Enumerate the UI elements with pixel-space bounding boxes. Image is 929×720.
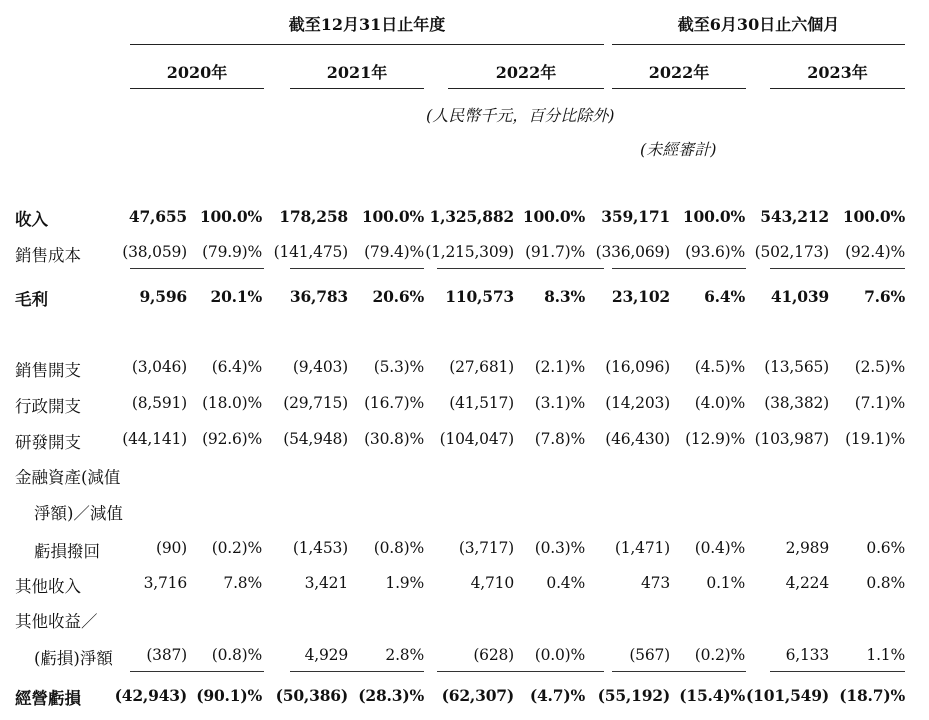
amount-cell: (50,386) xyxy=(275,686,348,705)
percent-cell: (91.7)% xyxy=(525,243,585,261)
amount-cell: (3,046) xyxy=(131,358,187,376)
percent-cell: (18.0)% xyxy=(202,394,262,412)
row-label-other-income: 其他收入 xyxy=(15,577,81,596)
amount-cell: (46,430) xyxy=(605,430,670,448)
percent-cell: (90.1)% xyxy=(196,686,262,705)
row-label-other-gains-line1: 其他收益／ xyxy=(15,612,98,631)
percent-cell: (0.3)% xyxy=(534,539,585,557)
amount-cell: 41,039 xyxy=(770,287,829,306)
amount-cell: (42,943) xyxy=(114,686,187,705)
year-header: 2020年 xyxy=(166,63,228,82)
group-header-annual: 截至12月31日止年度 xyxy=(288,15,446,34)
percent-cell: (0.2)% xyxy=(211,539,262,557)
amount-cell: (101,549) xyxy=(746,686,829,705)
group-header-interim: 截至6月30日止六個月 xyxy=(677,15,840,34)
row-label-cost-of-sales: 銷售成本 xyxy=(15,246,81,265)
amount-cell: 543,212 xyxy=(760,207,829,226)
row-label-other-gains-line2: (虧損)淨額 xyxy=(34,649,113,668)
amount-cell: 6,133 xyxy=(785,646,829,664)
row-label-rd-expenses: 研發開支 xyxy=(15,433,81,452)
percent-cell: (6.4)% xyxy=(211,358,262,376)
percent-cell: (0.2)% xyxy=(694,646,745,664)
amount-cell: (27,681) xyxy=(449,358,514,376)
percent-cell: 0.4% xyxy=(546,574,585,592)
row-label-admin-expenses: 行政開支 xyxy=(15,397,81,416)
amount-cell: 2,989 xyxy=(785,539,829,557)
subtotal-rule xyxy=(130,671,264,672)
amount-cell: (336,069) xyxy=(595,243,670,261)
percent-cell: (79.9)% xyxy=(202,243,262,261)
amount-cell: (90) xyxy=(155,539,187,557)
row-label-operating-loss: 經營虧損 xyxy=(15,689,81,708)
subtotal-rule xyxy=(437,671,604,672)
percent-cell: (4.5)% xyxy=(694,358,745,376)
percent-cell: (7.1)% xyxy=(854,394,905,412)
amount-cell: 359,171 xyxy=(601,207,670,226)
percent-cell: 1.1% xyxy=(866,646,905,664)
amount-cell: (16,096) xyxy=(605,358,670,376)
amount-cell: (628) xyxy=(473,646,514,664)
divider xyxy=(290,88,424,89)
amount-cell: (9,403) xyxy=(292,358,348,376)
amount-cell: 36,783 xyxy=(289,287,348,306)
subtotal-rule xyxy=(290,671,424,672)
year-header: 2022年 xyxy=(648,63,710,82)
percent-cell: 6.4% xyxy=(704,287,745,306)
percent-cell: (0.0)% xyxy=(534,646,585,664)
percent-cell: 0.6% xyxy=(866,539,905,557)
percent-cell: 7.6% xyxy=(864,287,905,306)
percent-cell: 20.1% xyxy=(210,287,262,306)
amount-cell: (387) xyxy=(146,646,187,664)
year-header: 2023年 xyxy=(807,63,868,82)
row-label-selling-expenses: 銷售開支 xyxy=(15,361,81,380)
currency-note: (人民幣千元，百分比除外) xyxy=(426,106,615,125)
divider xyxy=(770,88,905,89)
amount-cell: (1,215,309) xyxy=(425,243,514,261)
amount-cell: (62,307) xyxy=(441,686,514,705)
row-label-impairment-line3: 虧損撥回 xyxy=(34,542,100,561)
percent-cell: (0.4)% xyxy=(694,539,745,557)
percent-cell: 100.0% xyxy=(361,207,424,226)
percent-cell: 1.9% xyxy=(385,574,424,592)
percent-cell: (0.8)% xyxy=(211,646,262,664)
amount-cell: (502,173) xyxy=(754,243,829,261)
amount-cell: 110,573 xyxy=(445,287,514,306)
amount-cell: (29,715) xyxy=(283,394,348,412)
amount-cell: (38,059) xyxy=(122,243,187,261)
unaudited-note: (未經審計) xyxy=(640,140,717,159)
divider xyxy=(130,88,264,89)
amount-cell: (3,717) xyxy=(458,539,514,557)
amount-cell: 3,421 xyxy=(304,574,348,592)
amount-cell: 47,655 xyxy=(128,207,187,226)
amount-cell: 4,929 xyxy=(304,646,348,664)
amount-cell: 4,710 xyxy=(470,574,514,592)
year-header: 2022年 xyxy=(495,63,557,82)
percent-cell: (28.3)% xyxy=(358,686,424,705)
percent-cell: (79.4)% xyxy=(364,243,424,261)
percent-cell: (18.7)% xyxy=(839,686,905,705)
amount-cell: (13,565) xyxy=(764,358,829,376)
percent-cell: (12.9)% xyxy=(685,430,745,448)
amount-cell: (54,948) xyxy=(283,430,348,448)
amount-cell: 4,224 xyxy=(785,574,829,592)
percent-cell: (4.0)% xyxy=(694,394,745,412)
amount-cell: (38,382) xyxy=(764,394,829,412)
percent-cell: (30.8)% xyxy=(364,430,424,448)
amount-cell: (1,471) xyxy=(614,539,670,557)
amount-cell: (1,453) xyxy=(292,539,348,557)
percent-cell: (0.8)% xyxy=(373,539,424,557)
amount-cell: (14,203) xyxy=(605,394,670,412)
amount-cell: (103,987) xyxy=(754,430,829,448)
subtotal-rule xyxy=(290,268,424,269)
percent-cell: 100.0% xyxy=(522,207,585,226)
divider xyxy=(612,44,905,45)
percent-cell: 100.0% xyxy=(199,207,262,226)
percent-cell: (92.4)% xyxy=(845,243,905,261)
row-label-revenue: 收入 xyxy=(15,210,48,229)
percent-cell: (2.1)% xyxy=(534,358,585,376)
row-label-impairment-line2: 淨額)／減值 xyxy=(34,504,123,523)
percent-cell: (16.7)% xyxy=(364,394,424,412)
amount-cell: (104,047) xyxy=(439,430,514,448)
percent-cell: 20.6% xyxy=(372,287,424,306)
percent-cell: (19.1)% xyxy=(845,430,905,448)
amount-cell: (44,141) xyxy=(122,430,187,448)
subtotal-rule xyxy=(130,268,264,269)
amount-cell: (41,517) xyxy=(449,394,514,412)
subtotal-rule xyxy=(770,268,905,269)
year-header: 2021年 xyxy=(326,63,388,82)
percent-cell: (3.1)% xyxy=(534,394,585,412)
percent-cell: (4.7)% xyxy=(529,686,585,705)
amount-cell: 3,716 xyxy=(143,574,187,592)
percent-cell: 0.8% xyxy=(866,574,905,592)
percent-cell: (2.5)% xyxy=(854,358,905,376)
row-label-impairment-line1: 金融資產(減值 xyxy=(15,468,121,487)
percent-cell: 7.8% xyxy=(223,574,262,592)
percent-cell: 8.3% xyxy=(544,287,585,306)
amount-cell: 9,596 xyxy=(139,287,187,306)
divider xyxy=(130,44,604,45)
percent-cell: (93.6)% xyxy=(685,243,745,261)
subtotal-rule xyxy=(770,671,905,672)
subtotal-rule xyxy=(612,268,746,269)
amount-cell: 178,258 xyxy=(279,207,348,226)
percent-cell: 100.0% xyxy=(682,207,745,226)
amount-cell: (55,192) xyxy=(597,686,670,705)
percent-cell: 100.0% xyxy=(842,207,905,226)
subtotal-rule xyxy=(612,671,746,672)
divider xyxy=(612,88,746,89)
subtotal-rule xyxy=(437,268,604,269)
percent-cell: (15.4)% xyxy=(679,686,745,705)
amount-cell: (141,475) xyxy=(273,243,348,261)
percent-cell: (92.6)% xyxy=(202,430,262,448)
amount-cell: 473 xyxy=(641,574,670,592)
amount-cell: 23,102 xyxy=(611,287,670,306)
percent-cell: 0.1% xyxy=(706,574,745,592)
row-label-gross-profit: 毛利 xyxy=(15,290,48,309)
percent-cell: (5.3)% xyxy=(373,358,424,376)
amount-cell: (8,591) xyxy=(131,394,187,412)
amount-cell: (567) xyxy=(629,646,670,664)
percent-cell: 2.8% xyxy=(385,646,424,664)
amount-cell: 1,325,882 xyxy=(429,207,514,226)
divider xyxy=(448,88,604,89)
percent-cell: (7.8)% xyxy=(534,430,585,448)
